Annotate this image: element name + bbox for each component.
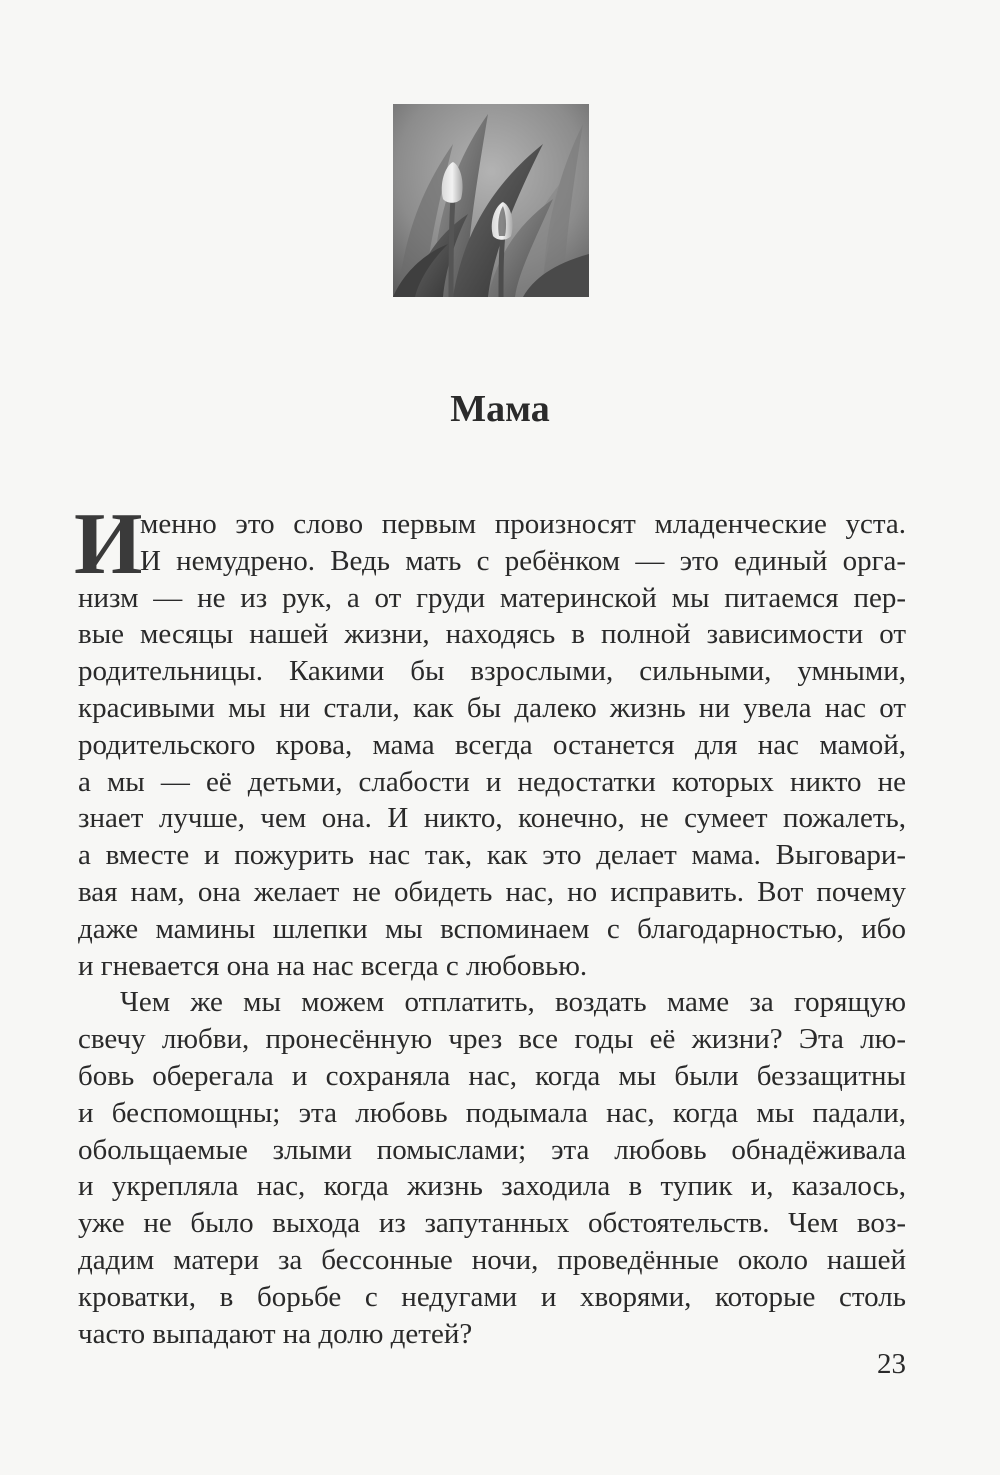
text-line: вая нам, она желает не обидеть нас, но исправить. Вот почему [78,875,906,908]
text-line: кроватки, в борьбе с недугами и хворями, которые столь [78,1280,906,1313]
text-line: Чем же мы можем отплатить, воздать маме за горящую [120,986,906,1019]
text-line: знает лучше, чем она. И никто, конечно, не сумеет пожалеть, [78,802,906,835]
text-line: свечу любви, пронесённую чрез все годы её жизни? Эта лю- [78,1023,906,1056]
text-line: красивыми мы ни стали, как бы далеко жизнь ни увела нас от [78,691,906,724]
chapter-text [74,496,906,1352]
text-line: И немудрено. Ведь мать с ребёнком — это единый орга- [140,544,906,577]
text-line: менно это слово первым произносят младенческие уста. [140,508,906,540]
text-line: и гневается она на нас всегда с любовью. [78,949,588,982]
text-line: часто выпадают на долю детей? [78,1317,473,1350]
text-line: низм — не из рук, а от груди материнской мы питаемся пер- [78,581,906,614]
text-line: а мы — её детьми, слабости и недостатки которых никто не [78,765,906,798]
tulip-photo [393,104,589,297]
text-line: и беспомощны; эта любовь подымала нас, когда мы падали, [78,1096,906,1129]
text-line: обольщаемые злыми помыслами; эта любовь обнадёживала [78,1133,906,1166]
text-line: родительского крова, мама всегда останется для нас мамой, [78,728,906,761]
tulip-photo-icon [393,104,589,297]
text-line: вые месяцы нашей жизни, находясь в полной зависимости от [78,618,906,651]
chapter-title: Мама [450,388,550,430]
text-line: дадим матери за бессонные ночи, проведённые около нашей [78,1243,906,1276]
text-line: даже мамины шлепки мы вспоминаем с благодарностью, ибо [78,912,906,945]
text-line: родительницы. Какими бы взрослыми, сильными, умными, [78,655,906,688]
text-line: а вместе и пожурить нас так, как это делает мама. Выговари- [78,839,906,872]
text-line: и укрепляла нас, когда жизнь заходила в тупик и, казалось, [78,1170,906,1203]
text-line: бовь оберегала и сохраняла нас, когда мы были беззащитны [78,1059,906,1092]
text-line: уже не было выхода из запутанных обстоятельств. Чем воз- [78,1207,906,1240]
page-number: 23 [877,1348,906,1380]
drop-cap: И [74,496,143,593]
